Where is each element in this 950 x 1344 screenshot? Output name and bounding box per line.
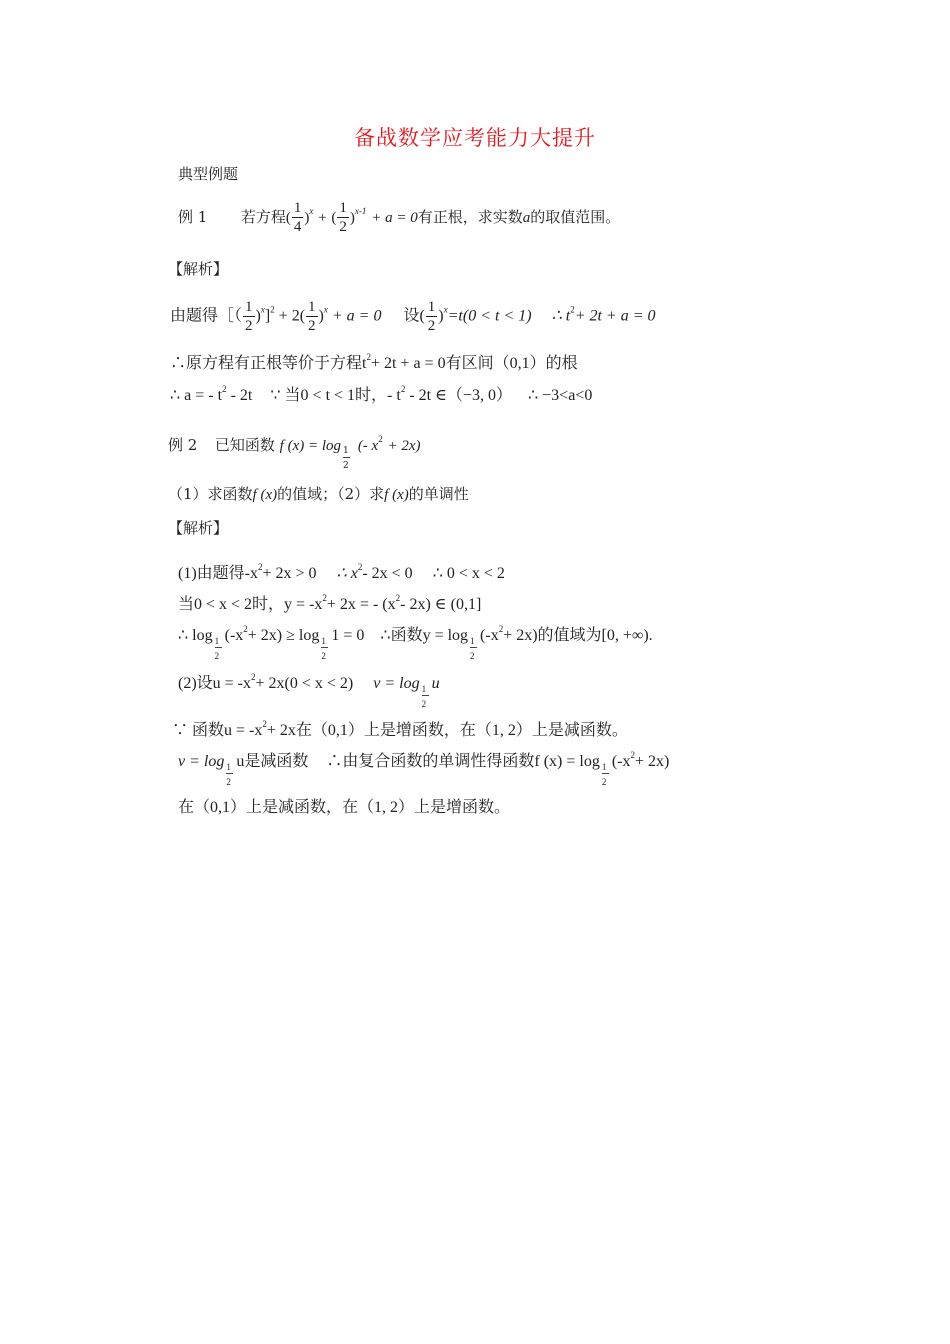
section-heading: 典型例题 — [178, 165, 239, 183]
solution-1-line-2: ∴原方程有正根等价于方程$t^2+ 2t + a = 0$有区间（0,1）的根 — [170, 352, 578, 372]
example-1-prefix: 若方程 — [240, 208, 286, 226]
solution-2-line-1: (1)由题得$-x^2+ 2x > 0$ ∴ $x^2-$ 2x < 0 ∴ 0 < x < 2 — [178, 562, 505, 582]
solution-2-line-7: 在（0,1）上是减函数，在（1, 2）上是增函数。 — [178, 799, 511, 816]
solution-1-line-1: 由题得［（ $\frac{1}{2}$ )$^x$]$^2$ + 2( $\frac{1}{2}$ )$^x$ + a = 0 设( $\frac{1}{2}$ )$^x$=t(0 < t < 1) ∴ $t^2+ 2t + a = 0$ — [170, 299, 656, 334]
page-title: 备战数学应考能力大提升 — [354, 126, 596, 150]
example-1-label: 例 1 — [178, 208, 208, 226]
solution-2-line-6: v = log $\frac{1}{2}$ u是减函数 ∴由复合函数的单调性得函数f (x) = log $\frac{1}{2}$ $(-x^2+ 2x)$ — [178, 750, 670, 787]
solution-2-line-5: ∵ 函数$u = -x^2+ 2x$在（0,1）上是增函数，在（1, 2）上是减函数。 — [172, 719, 628, 739]
fraction: $\frac{1}{2}$ — [339, 200, 347, 235]
solution-2-line-4: (2)设$u = -x^2+ 2x(0 < x < 2) v = \log$ $\frac{1}{2}$ u — [178, 672, 440, 709]
example-2-questions: （1）求函数f (x)的值域；（2）求f (x)的单调性 — [168, 485, 469, 503]
solution-2-line-3: ∴ log $\frac{1}{2}$ $(-x^2+ 2x) \ge \log$ $\frac{1}{2}$ 1 = 0 ∴函数y = log $\frac{1}{2}$ $(-x^2+ 2x)$的值域为[0, +∞). — [178, 624, 653, 661]
solution-2-line-2: 当0 < x < 2时，$y = -x^2+ 2x$ = - ($x^2-$ 2x) ∈ (0,1] — [178, 593, 482, 613]
fraction: $\frac{1}{4}$ — [293, 200, 302, 235]
example-2-label: 例 2 — [168, 436, 198, 454]
example-1: 例 1 若方程( $\frac{1}{4}$ )$^x$ + ( $\frac{1}{2}$ )$^{x-1}$ + a = 0有正根，求实数a的取值范围。 — [178, 200, 621, 235]
analysis-label-2: 【解析】 — [168, 519, 229, 537]
example-2: 例 2 已知函数 f (x) = log $\frac{1}{2}$ (- $x^2 + 2x$) — [168, 434, 421, 471]
analysis-label-1: 【解析】 — [168, 260, 229, 278]
solution-1-line-3: ∴ a = - $t^2 - 2t$ ∵ 当0 < t < 1时，- $t^2 - 2t$ ∈（−3, 0） ∴ −3<a<0 — [170, 384, 593, 404]
